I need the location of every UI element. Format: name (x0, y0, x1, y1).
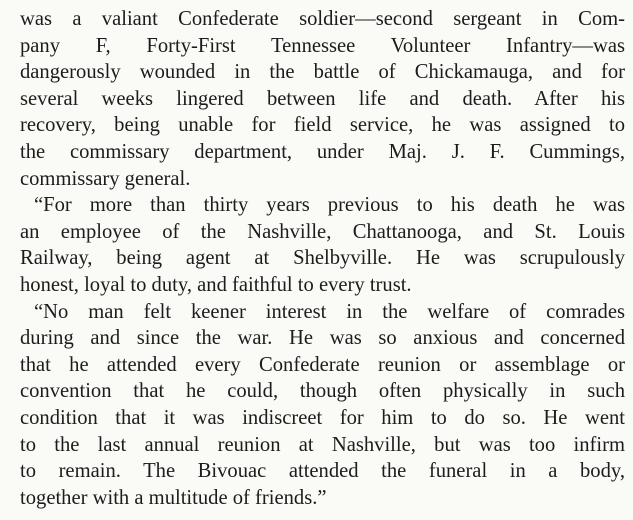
text-line: condition that it was indiscreet for him to do so. He went (20, 406, 625, 429)
document-page (20, 6, 625, 511)
paragraph (20, 6, 625, 192)
text-line: honest, loyal to duty, and faithful to every trust. (20, 273, 412, 296)
text-line: convention that he could, though often physically in such (20, 380, 625, 403)
text-line: together with a multitude of friends.” (20, 486, 327, 509)
text-line: pany F, Forty-First Tennessee Volunteer Infantry—was (20, 34, 625, 57)
text-line: to remain. The Bivouac attended the funeral in a body, (20, 460, 625, 483)
text-line: recovery, being unable for field service, he was assigned to (20, 114, 625, 137)
text-line: that he attended every Confederate reunion or assemblage or (20, 353, 625, 376)
text-line: was a valiant Confederate soldier—second sergeant in Com- (20, 8, 625, 30)
paragraph (20, 192, 625, 298)
text-line: Railway, being agent at Shelbyville. He was scrupulously (20, 247, 625, 270)
text-line: dangerously wounded in the battle of Chickamauga, and for (20, 61, 625, 84)
text-line: the commissary department, under Maj. J. F. Cummings, (20, 140, 625, 163)
text-line: commissary general. (20, 167, 191, 190)
text-line: several weeks lingered between life and death. After his (20, 87, 625, 110)
text-line: to the last annual reunion at Nashville, but was too infirm (20, 433, 625, 456)
text-line: during and since the war. He was so anxious and concerned (20, 327, 625, 350)
text-line: “For more than thirty years previous to his death he was (34, 194, 625, 217)
text-line: “No man felt keener interest in the welfare of comrades (34, 300, 625, 323)
paragraph (20, 299, 625, 512)
text-line: an employee of the Nashville, Chattanooga, and St. Louis (20, 220, 625, 243)
